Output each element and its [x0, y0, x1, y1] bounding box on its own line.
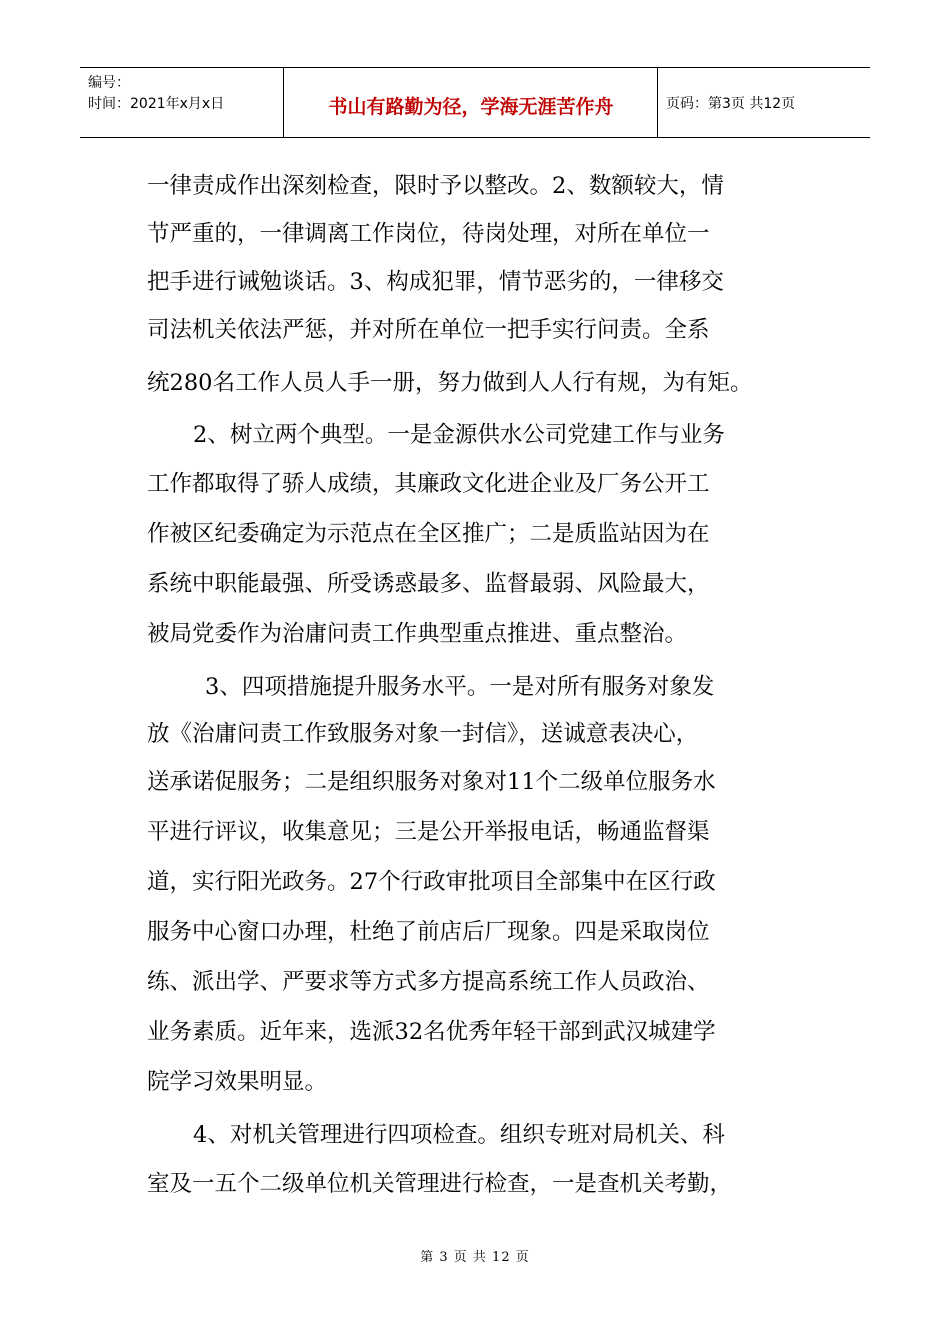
header-motto: 书山有路勤为径，学海无涯苦作舟 — [328, 96, 614, 118]
body-line: 放《治庸问责工作致服务对象一封信》，送诚意表决心， — [147, 721, 699, 747]
document-number-label: 编号： — [88, 75, 130, 91]
body-line: 4、对机关管理进行四项检查。组织专班对局机关、科 — [193, 1122, 725, 1148]
body-line: 院学习效果明显。 — [147, 1069, 328, 1095]
body-line: 被局党委作为治庸问责工作典型重点推进、重点整治。 — [147, 621, 688, 647]
body-line: 练、派出学、严要求等方式多方提高系统工作人员政治、 — [147, 969, 710, 995]
page-header — [80, 67, 870, 138]
body-line: 室及一五个二级单位机关管理进行检查，一是查机关考勤， — [147, 1171, 733, 1197]
body-line: 3、四项措施提升服务水平。一是对所有服务对象发 — [205, 674, 715, 700]
body-line: 服务中心窗口办理，杜绝了前店后厂现象。四是采取岗位 — [147, 919, 710, 945]
page-footer: 第 3 页 共 12 页 — [420, 1250, 530, 1265]
body-line: 送承诺促服务；二是组织服务对象对11个二级单位服务水 — [147, 769, 716, 795]
body-line: 道，实行阳光政务。27个行政审批项目全部集中在区行政 — [147, 869, 716, 895]
body-line: 统280名工作人员人手一册，努力做到人人行有规，为有矩。 — [147, 370, 753, 396]
body-line: 系统中职能最强、所受诱惑最多、监督最弱、风险最大， — [147, 571, 710, 597]
document-time-label: 时间：2021年x月x日 — [88, 96, 225, 112]
body-line: 一律责成作出深刻检查，限时予以整改。2、数额较大，情 — [147, 173, 724, 199]
header-page-number: 页码：第3页 共12页 — [666, 96, 796, 112]
body-line: 司法机关依法严惩，并对所在单位一把手实行问责。全系 — [147, 317, 710, 343]
body-line: 平进行评议，收集意见；三是公开举报电话，畅通监督渠 — [147, 819, 710, 845]
body-line: 2、树立两个典型。一是金源供水公司党建工作与业务 — [193, 422, 725, 448]
header-divider — [657, 68, 658, 137]
body-line: 工作都取得了骄人成绩，其廉政文化进企业及厂务公开工 — [147, 471, 710, 497]
body-line: 把手进行诫勉谈话。3、构成犯罪，情节恶劣的，一律移交 — [147, 269, 724, 295]
body-line: 业务素质。近年来，选派32名优秀年轻干部到武汉城建学 — [147, 1019, 716, 1045]
body-line: 作被区纪委确定为示范点在全区推广；二是质监站因为在 — [147, 521, 710, 547]
body-line: 节严重的，一律调离工作岗位，待岗处理，对所在单位一 — [147, 221, 710, 247]
header-meta — [88, 73, 224, 115]
